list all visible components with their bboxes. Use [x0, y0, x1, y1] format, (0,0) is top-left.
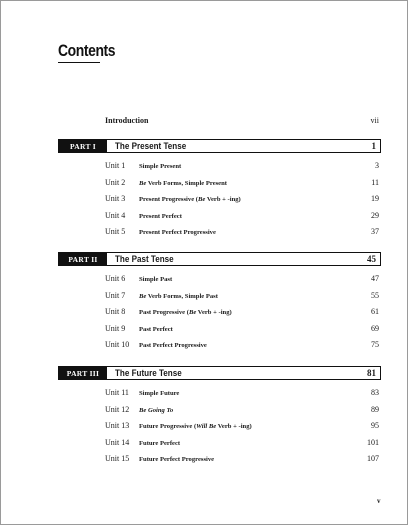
page-title: Contents	[58, 41, 116, 60]
part-page: 1	[371, 141, 376, 151]
unit-number: Unit 5	[105, 227, 126, 236]
unit-page: 101	[367, 437, 379, 447]
unit-page: 69	[371, 323, 379, 333]
unit-number: Unit 8	[105, 307, 126, 316]
part-page: 45	[367, 254, 376, 264]
part-tag: PART II	[59, 253, 107, 265]
toc-unit-row[interactable]	[105, 178, 379, 195]
unit-title	[139, 440, 367, 447]
unit-title-emphasis: Be	[197, 196, 206, 203]
unit-number: Unit 11	[105, 388, 129, 397]
unit-number: Unit 14	[105, 437, 130, 447]
unit-title	[139, 342, 371, 349]
toc-unit-row[interactable]	[105, 438, 379, 455]
unit-number: Unit 2	[105, 177, 126, 187]
unit-title-text: Verb Forms, Simple Present	[146, 179, 227, 187]
unit-number: Unit 6	[105, 274, 126, 283]
toc-unit-row[interactable]	[105, 340, 379, 357]
unit-list-part-1	[105, 161, 379, 244]
unit-title	[139, 229, 371, 236]
toc-unit-row[interactable]	[105, 405, 379, 422]
unit-title-text: Verb + -ing)	[196, 309, 232, 316]
unit-page: 3	[375, 161, 379, 170]
unit-page: 75	[371, 340, 379, 349]
unit-page: 29	[371, 210, 379, 220]
unit-page: 55	[371, 290, 379, 300]
unit-title-emphasis: Be	[188, 309, 197, 316]
unit-number: Unit 1	[105, 161, 126, 170]
part-tag: PART III	[59, 367, 107, 379]
part-tag: PART I	[59, 140, 107, 152]
unit-number: Unit 9	[105, 323, 126, 333]
unit-page: 95	[371, 421, 379, 430]
unit-page: 89	[371, 404, 379, 414]
unit-page: 61	[371, 307, 379, 316]
part-header-2[interactable]	[58, 252, 381, 266]
part-title: The Present Tense	[115, 140, 187, 152]
unit-title-emphasis: Be	[139, 179, 147, 187]
title-underline	[58, 62, 100, 63]
toc-unit-row[interactable]	[105, 324, 379, 341]
unit-title-text: Verb Forms, Simple Past	[146, 292, 218, 300]
unit-number: Unit 7	[105, 290, 126, 300]
unit-title-emphasis: Be	[139, 292, 147, 300]
introduction-page: vii	[370, 116, 379, 125]
unit-number: Unit 3	[105, 194, 126, 203]
unit-page: 37	[371, 227, 379, 236]
unit-page: 47	[371, 274, 379, 283]
part-header-3[interactable]	[58, 366, 381, 380]
unit-title	[139, 326, 371, 333]
unit-title	[139, 293, 371, 300]
toc-unit-row[interactable]	[105, 227, 379, 244]
unit-title-text: Verb + -ing)	[205, 196, 241, 203]
toc-unit-row[interactable]	[105, 194, 379, 211]
unit-title-text: Present Progressive (	[139, 196, 198, 203]
toc-unit-row[interactable]	[105, 291, 379, 308]
unit-title-text: Future Perfect	[139, 439, 181, 447]
unit-title	[139, 180, 371, 187]
toc-unit-row[interactable]	[105, 274, 379, 291]
unit-title	[139, 163, 375, 170]
unit-number: Unit 4	[105, 210, 126, 220]
unit-title-text: Present Perfect Progressive	[139, 229, 216, 236]
introduction-label: Introduction	[105, 116, 149, 125]
unit-title	[139, 196, 371, 203]
toc-unit-row[interactable]	[105, 421, 379, 438]
part-title: The Future Tense	[115, 367, 182, 379]
unit-title	[139, 276, 371, 283]
unit-title-text: Future Progressive (	[139, 423, 197, 430]
unit-page: 19	[371, 194, 379, 203]
unit-title-text: Past Perfect	[139, 325, 173, 333]
unit-list-part-3	[105, 388, 379, 471]
unit-title-text: Future Perfect Progressive	[139, 456, 215, 463]
unit-title-emphasis: Will Be	[196, 423, 217, 430]
unit-number: Unit 10	[105, 340, 130, 349]
unit-page: 11	[371, 177, 379, 187]
unit-title-text: Verb + -ing)	[216, 423, 252, 430]
toc-unit-row[interactable]	[105, 454, 379, 471]
unit-title	[139, 213, 371, 220]
toc-unit-row[interactable]	[105, 161, 379, 178]
unit-title	[139, 423, 371, 430]
unit-number: Unit 13	[105, 421, 130, 430]
unit-number: Unit 15	[105, 454, 130, 463]
unit-list-part-2	[105, 274, 379, 357]
unit-title	[139, 309, 371, 316]
unit-title-text: Simple Past	[139, 276, 173, 283]
unit-title-emphasis: Be Going To	[139, 406, 174, 414]
unit-title-text: Present Perfect	[139, 212, 182, 220]
unit-title-text: Past Perfect Progressive	[139, 342, 207, 349]
page-number: v	[377, 497, 381, 505]
unit-title-text: Simple Present	[139, 163, 182, 170]
part-page: 81	[367, 368, 376, 378]
toc-entry-introduction[interactable]	[105, 116, 379, 125]
unit-page: 83	[371, 388, 379, 397]
unit-title	[139, 390, 371, 397]
page-heading	[58, 41, 128, 63]
part-header-1[interactable]	[58, 139, 381, 153]
toc-unit-row[interactable]	[105, 307, 379, 324]
unit-title-text: Past Progressive (	[139, 309, 189, 316]
unit-number: Unit 12	[105, 404, 130, 414]
part-title: The Past Tense	[115, 253, 174, 265]
unit-page: 107	[367, 454, 379, 463]
unit-title-text: Simple Future	[139, 390, 180, 397]
unit-title	[139, 407, 371, 414]
toc-unit-row[interactable]	[105, 211, 379, 228]
toc-unit-row[interactable]	[105, 388, 379, 405]
unit-title	[139, 456, 367, 463]
